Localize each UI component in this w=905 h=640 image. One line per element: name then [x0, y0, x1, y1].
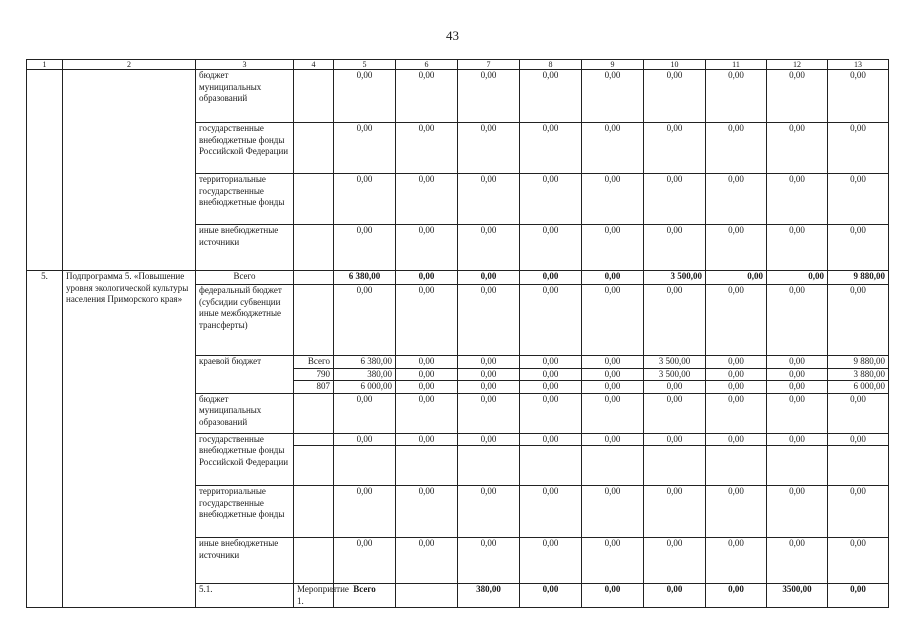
- value-cell: 0,00: [520, 381, 582, 394]
- column-header: 7: [458, 60, 520, 70]
- value-cell: 0,00: [644, 584, 706, 608]
- code-cell: [294, 486, 334, 538]
- value-cell: 0,00: [520, 584, 582, 608]
- source-label: государственные внебюджетные фонды Российской Федерации: [196, 123, 294, 174]
- value-cell: 0,00: [644, 70, 706, 123]
- value-cell: 0,00: [396, 433, 458, 446]
- value-cell: 0,00: [520, 433, 582, 446]
- value-cell: 0,00: [706, 174, 767, 225]
- source-label: государственные внебюджетные фонды Российской Федерации: [196, 433, 294, 486]
- code-cell: 790: [294, 368, 334, 381]
- code-cell: [396, 584, 458, 608]
- value-cell: 0,00: [396, 356, 458, 369]
- value-cell: [334, 446, 396, 486]
- column-header: 12: [767, 60, 828, 70]
- value-cell: 0,00: [828, 174, 889, 225]
- value-cell: [520, 446, 582, 486]
- table-row: [27, 271, 889, 285]
- value-cell: 3 500,00: [644, 356, 706, 369]
- value-cell: 0,00: [458, 123, 520, 174]
- value-cell: 0,00: [396, 271, 458, 285]
- value-cell: 0,00: [334, 70, 396, 123]
- source-label: иные внебюджетные источники: [196, 225, 294, 271]
- value-cell: 0,00: [396, 285, 458, 356]
- value-cell: 0,00: [767, 486, 828, 538]
- value-cell: 0,00: [706, 486, 767, 538]
- table-row: [27, 70, 889, 123]
- code-cell: [294, 174, 334, 225]
- value-cell: 0,00: [644, 285, 706, 356]
- value-cell: 0,00: [520, 123, 582, 174]
- code-cell: [294, 123, 334, 174]
- value-cell: [644, 446, 706, 486]
- value-cell: 0,00: [644, 538, 706, 584]
- code-cell: [294, 225, 334, 271]
- value-cell: 9 880,00: [828, 356, 889, 369]
- value-cell: 6 380,00: [334, 356, 396, 369]
- value-cell: 0,00: [582, 381, 644, 394]
- value-cell: 0,00: [706, 381, 767, 394]
- code-cell: [294, 538, 334, 584]
- column-header: 2: [63, 60, 196, 70]
- page-number: 43: [446, 28, 459, 43]
- value-cell: 0,00: [520, 225, 582, 271]
- value-cell: 0,00: [828, 70, 889, 123]
- value-cell: 0,00: [396, 174, 458, 225]
- value-cell: 0,00: [706, 368, 767, 381]
- value-cell: 0,00: [644, 486, 706, 538]
- row-number-cell: 5.1.: [196, 584, 294, 608]
- code-cell: [294, 393, 334, 433]
- value-cell: 0,00: [582, 393, 644, 433]
- value-cell: 0,00: [396, 486, 458, 538]
- value-cell: 0,00: [520, 174, 582, 225]
- value-cell: 0,00: [767, 381, 828, 394]
- value-cell: 0,00: [334, 174, 396, 225]
- value-cell: 0,00: [458, 538, 520, 584]
- value-cell: 0,00: [334, 433, 396, 446]
- value-cell: 0,00: [767, 70, 828, 123]
- value-cell: 9 880,00: [828, 271, 889, 285]
- value-cell: 0,00: [582, 70, 644, 123]
- value-cell: [828, 446, 889, 486]
- value-cell: 0,00: [334, 393, 396, 433]
- source-label: бюджет муниципальных образований: [196, 70, 294, 123]
- table-row: [27, 60, 889, 70]
- column-header: 5: [334, 60, 396, 70]
- value-cell: 0,00: [644, 174, 706, 225]
- code-cell: [294, 433, 334, 446]
- code-cell: [294, 285, 334, 356]
- value-cell: 0,00: [706, 433, 767, 446]
- value-cell: 0,00: [458, 356, 520, 369]
- value-cell: 0,00: [458, 70, 520, 123]
- code-cell: [294, 70, 334, 123]
- value-cell: 0,00: [828, 538, 889, 584]
- value-cell: 0,00: [520, 285, 582, 356]
- value-cell: 3 500,00: [644, 271, 706, 285]
- value-cell: 0,00: [828, 486, 889, 538]
- value-cell: 0,00: [520, 356, 582, 369]
- value-cell: 0,00: [706, 538, 767, 584]
- source-label: Всего: [196, 271, 294, 285]
- value-cell: 0,00: [706, 285, 767, 356]
- value-cell: 0,00: [582, 225, 644, 271]
- value-cell: 3 500,00: [644, 368, 706, 381]
- value-cell: 0,00: [644, 225, 706, 271]
- value-cell: 0,00: [458, 381, 520, 394]
- value-cell: 0,00: [644, 433, 706, 446]
- column-header: 6: [396, 60, 458, 70]
- value-cell: 0,00: [706, 123, 767, 174]
- value-cell: 0,00: [706, 271, 767, 285]
- value-cell: 0,00: [706, 70, 767, 123]
- source-label: территориальные государственные внебюджетные фонды: [196, 174, 294, 225]
- budget-table: [26, 59, 889, 608]
- value-cell: 0,00: [828, 123, 889, 174]
- value-cell: 0,00: [520, 538, 582, 584]
- value-cell: 0,00: [334, 225, 396, 271]
- value-cell: 0,00: [582, 584, 644, 608]
- source-label: иные внебюджетные источники: [196, 538, 294, 584]
- value-cell: 0,00: [582, 174, 644, 225]
- value-cell: 0,00: [767, 271, 828, 285]
- value-cell: 0,00: [520, 70, 582, 123]
- value-cell: 6 380,00: [334, 271, 396, 285]
- value-cell: [396, 446, 458, 486]
- value-cell: 0,00: [767, 393, 828, 433]
- row-name-cell: Мероприятие 1.: [294, 584, 334, 608]
- value-cell: 0,00: [458, 225, 520, 271]
- value-cell: 0,00: [582, 486, 644, 538]
- column-header: 4: [294, 60, 334, 70]
- source-label: Всего: [334, 584, 396, 608]
- value-cell: 0,00: [396, 123, 458, 174]
- value-cell: 0,00: [396, 538, 458, 584]
- value-cell: 0,00: [396, 393, 458, 433]
- value-cell: 0,00: [396, 381, 458, 394]
- value-cell: 0,00: [334, 538, 396, 584]
- row-name-cell: Подпрограмма 5. «Повышение уровня экологической культуры населения Приморского края»: [63, 271, 196, 608]
- value-cell: 0,00: [706, 356, 767, 369]
- value-cell: 0,00: [396, 70, 458, 123]
- value-cell: 0,00: [582, 368, 644, 381]
- value-cell: 0,00: [458, 285, 520, 356]
- code-cell: 807: [294, 381, 334, 394]
- column-header: 11: [706, 60, 767, 70]
- value-cell: 0,00: [767, 433, 828, 446]
- value-cell: 3500,00: [767, 584, 828, 608]
- source-label: краевой бюджет: [196, 356, 294, 394]
- value-cell: 3 880,00: [828, 368, 889, 381]
- value-cell: 0,00: [458, 433, 520, 446]
- value-cell: 0,00: [582, 271, 644, 285]
- value-cell: [582, 446, 644, 486]
- value-cell: 0,00: [582, 356, 644, 369]
- value-cell: [706, 446, 767, 486]
- value-cell: 0,00: [644, 393, 706, 433]
- value-cell: 0,00: [828, 584, 889, 608]
- value-cell: 0,00: [767, 225, 828, 271]
- value-cell: 0,00: [396, 225, 458, 271]
- value-cell: 0,00: [582, 123, 644, 174]
- value-cell: 0,00: [334, 285, 396, 356]
- value-cell: 0,00: [706, 225, 767, 271]
- value-cell: 0,00: [706, 584, 767, 608]
- source-label: федеральный бюджет (субсидии субвенции иные межбюджетные трансферты): [196, 285, 294, 356]
- value-cell: 0,00: [582, 285, 644, 356]
- value-cell: 380,00: [334, 368, 396, 381]
- value-cell: 0,00: [334, 486, 396, 538]
- value-cell: 0,00: [458, 271, 520, 285]
- column-header: 3: [196, 60, 294, 70]
- row-number-cell: [27, 70, 63, 271]
- value-cell: 0,00: [458, 486, 520, 538]
- value-cell: 0,00: [520, 486, 582, 538]
- value-cell: 0,00: [828, 225, 889, 271]
- column-header: 1: [27, 60, 63, 70]
- value-cell: 0,00: [644, 123, 706, 174]
- value-cell: 0,00: [767, 368, 828, 381]
- row-name-cell: [63, 70, 196, 271]
- column-header: 9: [582, 60, 644, 70]
- value-cell: 0,00: [520, 368, 582, 381]
- value-cell: [767, 446, 828, 486]
- value-cell: 0,00: [582, 538, 644, 584]
- column-header: 13: [828, 60, 889, 70]
- code-cell: [294, 446, 334, 486]
- value-cell: 0,00: [644, 381, 706, 394]
- value-cell: 6 000,00: [334, 381, 396, 394]
- value-cell: 0,00: [520, 271, 582, 285]
- value-cell: 0,00: [767, 356, 828, 369]
- value-cell: 0,00: [334, 123, 396, 174]
- value-cell: 0,00: [767, 285, 828, 356]
- value-cell: 0,00: [458, 393, 520, 433]
- source-label: территориальные государственные внебюджетные фонды: [196, 486, 294, 538]
- column-header: 10: [644, 60, 706, 70]
- row-number-cell: 5.: [27, 271, 63, 608]
- value-cell: 6 000,00: [828, 381, 889, 394]
- value-cell: 0,00: [767, 538, 828, 584]
- value-cell: 0,00: [767, 174, 828, 225]
- value-cell: 0,00: [767, 123, 828, 174]
- value-cell: 0,00: [828, 393, 889, 433]
- value-cell: 0,00: [582, 433, 644, 446]
- value-cell: 0,00: [520, 393, 582, 433]
- value-cell: 0,00: [828, 433, 889, 446]
- value-cell: [458, 446, 520, 486]
- column-header: 8: [520, 60, 582, 70]
- value-cell: 0,00: [706, 393, 767, 433]
- value-cell: 0,00: [458, 174, 520, 225]
- code-cell: [294, 271, 334, 285]
- value-cell: 0,00: [828, 285, 889, 356]
- value-cell: 0,00: [396, 368, 458, 381]
- source-label: бюджет муниципальных образований: [196, 393, 294, 433]
- code-cell: Всего: [294, 356, 334, 369]
- value-cell: 380,00: [458, 584, 520, 608]
- value-cell: 0,00: [458, 368, 520, 381]
